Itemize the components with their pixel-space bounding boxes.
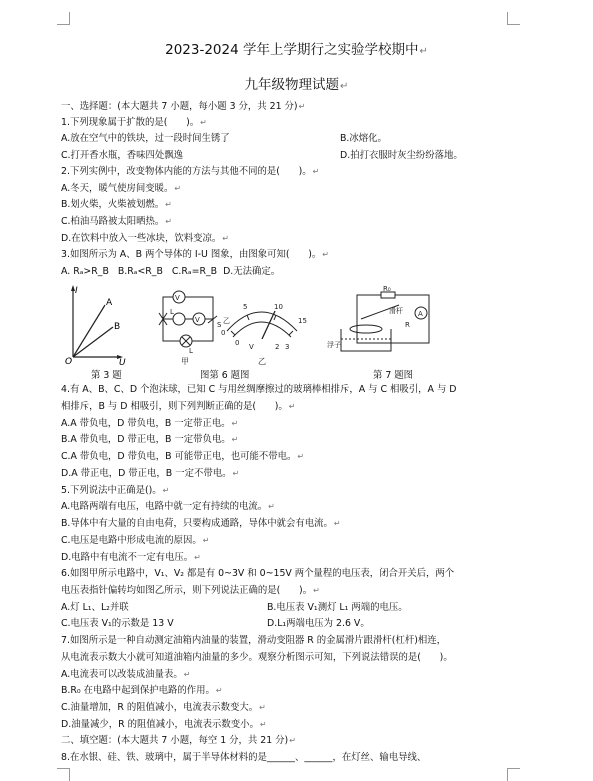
svg-text:R₀: R₀ — [383, 285, 391, 293]
question-7-stem-2: 从电流表示数大小就可知道油箱内油量的多少。观察分析图示可知，下列说法错误的是( )。 — [61, 652, 453, 663]
svg-text:3: 3 — [285, 343, 290, 351]
figure-6-voltmeter-dial — [227, 311, 297, 339]
question-6-stem-1: 6.如图甲所示电路中，V₁、V₂ 都是有 0~3V 和 0~15V 两个量程的电压表，闭合开关后，两个 — [61, 568, 455, 579]
svg-text:A: A — [106, 298, 113, 308]
svg-text:15: 15 — [298, 317, 307, 325]
svg-text:甲: 甲 — [181, 357, 189, 365]
svg-text:5: 5 — [243, 303, 248, 311]
corner-mark-top-right — [507, 12, 520, 25]
question-2-stem: 2.下列实例中，改变物体内能的方法与其他不同的是( )。↵ — [61, 166, 320, 177]
svg-text:V: V — [249, 343, 254, 351]
question-3-stem: 3.如图所示为 A、B 两个导体的 I-U 图象，由图象可知( )。↵ — [61, 249, 329, 260]
question-1-stem: 1.下列现象属于扩散的是( )。↵ — [61, 117, 207, 128]
figure-3-iu-graph — [65, 285, 126, 365]
question-7-option-a: A.电流表可以改装成油量表。↵ — [61, 669, 191, 680]
question-5-option-c: C.电压是电路中形成电流的原因。↵ — [61, 535, 210, 546]
corner-mark-top-left — [57, 12, 70, 25]
question-1-options-ab: A.放在空气中的铁块，过一段时间生锈了 B.冰熔化。 — [61, 133, 387, 144]
svg-text:L: L — [170, 308, 174, 316]
question-2-option-b: B.划火柴，火柴被划燃。↵ — [61, 199, 172, 210]
question-3-options: A. Rₐ>R_B B.Rₐ<R_B C.Rₐ=R_B D.无法确定。 — [61, 266, 281, 277]
exam-title: 2023-2024 学年上学期行之实验学校期中↵ — [165, 42, 428, 58]
question-6-stem-2: 电压表指针偏转均如图乙所示，则下列说法正确的是( )。↵ — [61, 585, 320, 596]
corner-mark-bottom-right — [507, 768, 520, 781]
svg-text:I: I — [75, 286, 78, 296]
svg-text:U: U — [119, 358, 126, 365]
svg-text:0: 0 — [235, 339, 240, 347]
svg-text:V: V — [195, 316, 200, 324]
svg-text:乙: 乙 — [258, 357, 266, 365]
exam-subtitle: 九年级物理试题↵ — [244, 77, 349, 93]
svg-text:R: R — [405, 321, 410, 329]
svg-text:0: 0 — [221, 329, 226, 337]
figure-6-circuit — [159, 291, 217, 347]
svg-text:O: O — [65, 357, 73, 365]
svg-text:乙: 乙 — [223, 317, 230, 325]
question-2-option-d: D.在饮料中放入一些冰块，饮料变凉。↵ — [61, 233, 229, 244]
svg-text:L: L — [189, 347, 193, 355]
question-4-option-b: B.A 带负电，D 带正电，B 一定带负电。↵ — [61, 434, 239, 445]
figure-6-circuit-labels — [170, 294, 222, 365]
question-5-option-d: D.电路中有电流不一定有电压。↵ — [61, 552, 201, 563]
question-4-option-c: C.A 带负电，D 带负电，B 可能带正电，也可能不带电。↵ — [61, 451, 305, 462]
svg-text:2: 2 — [275, 343, 280, 351]
question-5-option-b: B.导体中有大量的自由电荷，只要构成通路，导体中就会有电流。↵ — [61, 518, 341, 529]
section-heading-fill: 二、填空题：(本大题共 7 小题，每空 1 分，共 21 分)↵ — [61, 735, 296, 746]
svg-text:S: S — [217, 321, 222, 329]
question-4-stem-2: 相排斥，B 与 D 相吸引，则下列判断正确的是( )。↵ — [61, 401, 296, 412]
question-5-option-a: A.电路两端有电压，电路中就一定有持续的电流。↵ — [61, 501, 275, 512]
section-heading-choice: 一、选择题：(本大题共 7 小题，每小题 3 分，共 21 分)↵ — [61, 101, 306, 112]
caption-figure-7: 第 7 题图 — [373, 370, 414, 381]
caption-figure-6: 图第 6 题图 — [200, 370, 250, 381]
question-7-stem-1: 7.如图所示是一种自动测定油箱内油量的装置，滑动变阻器 R 的金属滑片跟滑杆(杠杆)相连， — [61, 635, 446, 646]
question-8-stem: 8.在水银、硅、铁、玻璃中，属于半导体材料的是______、______，在灯丝、输电导线、 — [61, 752, 427, 763]
question-1-options-cd: C.打开香水瓶，香味四处飘逸 D.拍打衣服时灰尘纷纷落地。 — [61, 150, 463, 161]
question-4-option-d: D.A 带正电，D 带正电，B 一定不带电。↵ — [61, 468, 240, 479]
svg-text:10: 10 — [274, 303, 283, 311]
question-7-option-d: D.油量减少，R 的阻值减小，电流表示数变小。↵ — [61, 719, 267, 730]
figures-row — [61, 283, 531, 365]
question-4-option-a: A.A 带负电，D 带负电，B 一定带正电。↵ — [61, 418, 239, 429]
question-2-option-c: C.柏油马路被太阳晒热。↵ — [61, 216, 172, 227]
svg-text:浮子: 浮子 — [327, 341, 341, 349]
corner-mark-bottom-left — [57, 768, 70, 781]
question-5-stem: 5.下列说法中正确是()。↵ — [61, 485, 170, 496]
svg-text:A: A — [418, 310, 423, 318]
svg-text:V: V — [175, 294, 180, 302]
question-4-stem-1: 4.有 A、B、C、D 个泡沫球，已知 C 与用丝绸摩擦过的玻璃棒相排斥，A 与 C 相吸引，A 与 D — [61, 384, 457, 395]
caption-figure-3: 第 3 题 — [91, 370, 122, 381]
question-2-option-a: A.冬天，暖气使房间变暖。↵ — [61, 183, 182, 194]
question-6-options-cd: C.电压表 V₁的示数是 13 V D.L₁两端电压为 2.6 V。 — [61, 618, 370, 629]
question-7-option-c: C.油量增加，R 的阻值减小，电流表示数变大。↵ — [61, 702, 266, 713]
figure-7-oil-gauge — [341, 292, 429, 351]
svg-text:滑杆: 滑杆 — [389, 307, 403, 315]
question-6-options-ab: A.灯 L₁、L₂并联 B.电压表 V₁测灯 L₁ 两端的电压。 — [61, 602, 408, 613]
question-7-option-b: B.R₀ 在电路中起到保护电路的作用。↵ — [61, 685, 223, 696]
svg-text:B: B — [114, 322, 121, 332]
